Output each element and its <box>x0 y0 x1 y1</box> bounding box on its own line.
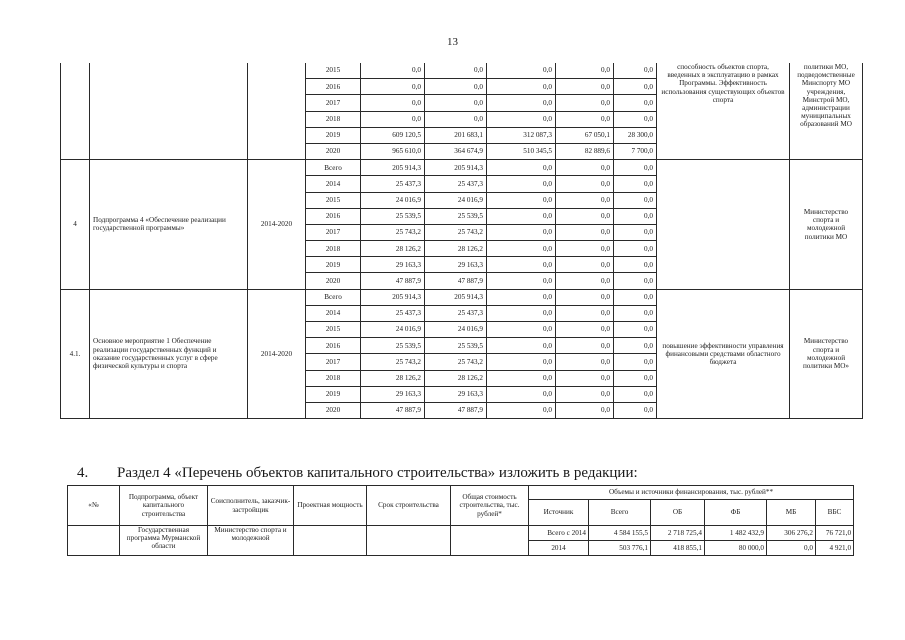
cell-year: 2019 <box>306 386 361 402</box>
cell-ob: 2 718 725,4 <box>651 526 705 541</box>
row-executor: политики МО, подведомственные Минспорту МО учреждения, Минстрой МО, администрации муниципальных образований МО <box>790 63 863 160</box>
page-number: 13 <box>447 36 458 48</box>
cell-total: 205 914,3 <box>361 289 425 305</box>
cell-mb: 0,0 <box>556 241 614 257</box>
header-total: Всего <box>589 500 651 526</box>
cell-total: 4 584 155,5 <box>589 526 651 541</box>
cell-total: 0,0 <box>361 79 425 95</box>
row-period: 2014-2020 <box>248 160 306 290</box>
cell-mb: 0,0 <box>556 208 614 224</box>
header-vbs: ВБС <box>816 500 854 526</box>
cell-fb: 0,0 <box>487 176 556 192</box>
cell-fb: 510 345,5 <box>487 143 556 159</box>
cell-source: 2014 <box>529 541 589 556</box>
cell-mb: 0,0 <box>556 192 614 208</box>
cell-year: 2019 <box>306 257 361 273</box>
cell-total: 24 016,9 <box>361 192 425 208</box>
cell-total: 29 163,3 <box>361 386 425 402</box>
cell-fb: 80 000,0 <box>705 541 767 556</box>
cell-mb: 0,0 <box>556 322 614 338</box>
cell-vbs: 0,0 <box>614 224 657 240</box>
row-executor: Министерство спорта и молодежной политики МО <box>790 160 863 290</box>
cell-ob: 24 016,9 <box>425 322 487 338</box>
cell-total: 0,0 <box>361 111 425 127</box>
cell-year: 2016 <box>306 79 361 95</box>
row-number: 4.1. <box>61 289 90 419</box>
section-title: Раздел 4 «Перечень объектов капитального строительства» изложить в редакции: <box>117 465 638 481</box>
cell-total: 47 887,9 <box>361 273 425 289</box>
cell-fb: 0,0 <box>487 111 556 127</box>
table-row <box>61 63 863 79</box>
cell-year: Всего <box>306 160 361 176</box>
cell-year: 2015 <box>306 63 361 79</box>
cell-ob: 25 437,3 <box>425 176 487 192</box>
cell-fb: 0,0 <box>487 241 556 257</box>
cell-ob: 28 126,2 <box>425 241 487 257</box>
cell-mb: 0,0 <box>767 541 816 556</box>
table-row <box>61 289 863 305</box>
cell-year: 2014 <box>306 176 361 192</box>
cell-ob: 29 163,3 <box>425 257 487 273</box>
cell-ob: 25 539,5 <box>425 338 487 354</box>
cell-vbs: 0,0 <box>614 386 657 402</box>
cell-mb: 0,0 <box>556 79 614 95</box>
cell-total: 24 016,9 <box>361 322 425 338</box>
cell-ob: 47 887,9 <box>425 273 487 289</box>
cell-year: 2020 <box>306 143 361 159</box>
cell-total: 0,0 <box>361 95 425 111</box>
cell-ob: 364 674,9 <box>425 143 487 159</box>
cell-vbs: 4 921,0 <box>816 541 854 556</box>
header-source: Источник <box>529 500 589 526</box>
row-period <box>367 526 451 556</box>
cell-total: 29 163,3 <box>361 257 425 273</box>
cell-ob: 0,0 <box>425 79 487 95</box>
cell-vbs: 0,0 <box>614 257 657 273</box>
cell-mb: 0,0 <box>556 176 614 192</box>
cell-total: 47 887,9 <box>361 402 425 418</box>
cell-mb: 0,0 <box>556 370 614 386</box>
cell-vbs: 0,0 <box>614 338 657 354</box>
cell-ob: 25 437,3 <box>425 305 487 321</box>
cell-vbs: 7 700,0 <box>614 143 657 159</box>
row-period <box>248 63 306 160</box>
cell-fb: 0,0 <box>487 305 556 321</box>
cell-vbs: 28 300,0 <box>614 127 657 143</box>
cell-fb: 0,0 <box>487 402 556 418</box>
header-capacity: Проектная мощность <box>294 486 367 526</box>
row-effect: повышение эффективности управления финансовыми средствами областного бюджета <box>657 289 790 419</box>
row-number: 4 <box>61 160 90 290</box>
cell-year: 2017 <box>306 95 361 111</box>
cell-mb: 0,0 <box>556 111 614 127</box>
cell-total: 25 437,3 <box>361 176 425 192</box>
cell-year: 2018 <box>306 111 361 127</box>
cell-ob: 0,0 <box>425 95 487 111</box>
cell-mb: 82 889,6 <box>556 143 614 159</box>
cell-vbs: 0,0 <box>614 370 657 386</box>
cell-vbs: 0,0 <box>614 354 657 370</box>
header-ob: ОБ <box>651 500 705 526</box>
header-fb: ФБ <box>705 500 767 526</box>
cell-ob: 205 914,3 <box>425 160 487 176</box>
cell-year: 2020 <box>306 273 361 289</box>
cell-fb: 0,0 <box>487 322 556 338</box>
cell-ob: 28 126,2 <box>425 370 487 386</box>
cell-mb: 0,0 <box>556 386 614 402</box>
cell-ob: 47 887,9 <box>425 402 487 418</box>
header-num: «№ <box>68 486 120 526</box>
row-num <box>68 526 120 556</box>
header-executor: Соисполнитель, заказчик-застройщик <box>208 486 294 526</box>
cell-year: 2017 <box>306 224 361 240</box>
cell-mb: 0,0 <box>556 305 614 321</box>
cell-fb: 0,0 <box>487 257 556 273</box>
row-name: Основное мероприятие 1 Обеспечение реализации государственных функций и оказание государственных услуг в сфере физической культуры и спорта <box>90 289 248 419</box>
cell-fb: 0,0 <box>487 79 556 95</box>
cell-total: 25 539,5 <box>361 338 425 354</box>
row-name: Подпрограмма 4 «Обеспечение реализации государственной программы» <box>90 160 248 290</box>
cell-vbs: 0,0 <box>614 208 657 224</box>
cell-fb: 0,0 <box>487 354 556 370</box>
cell-mb: 0,0 <box>556 95 614 111</box>
cell-mb: 0,0 <box>556 160 614 176</box>
cell-vbs: 0,0 <box>614 241 657 257</box>
header-funding: Объемы и источники финансирования, тыс. рублей** <box>529 486 854 500</box>
cell-total: 28 126,2 <box>361 241 425 257</box>
cell-year: 2018 <box>306 241 361 257</box>
cell-fb: 0,0 <box>487 208 556 224</box>
cell-mb: 0,0 <box>556 257 614 273</box>
cell-fb: 0,0 <box>487 192 556 208</box>
cell-total: 25 743,2 <box>361 354 425 370</box>
cell-ob: 24 016,9 <box>425 192 487 208</box>
section-heading <box>77 465 638 482</box>
cell-mb: 0,0 <box>556 63 614 79</box>
cell-fb: 0,0 <box>487 370 556 386</box>
row-cost <box>451 526 529 556</box>
cell-source: Всего с 2014 <box>529 526 589 541</box>
cell-vbs: 0,0 <box>614 192 657 208</box>
cell-vbs: 0,0 <box>614 176 657 192</box>
cell-ob: 29 163,3 <box>425 386 487 402</box>
header-cost: Общая стоимость строительства, тыс. рублей* <box>451 486 529 526</box>
funding-table <box>60 63 863 419</box>
row-capacity <box>294 526 367 556</box>
cell-ob: 205 914,3 <box>425 289 487 305</box>
cell-ob: 25 743,2 <box>425 354 487 370</box>
cell-ob: 25 743,2 <box>425 224 487 240</box>
cell-total: 503 776,1 <box>589 541 651 556</box>
cell-year: 2017 <box>306 354 361 370</box>
row-name: Государственная программа Мурманской области <box>120 526 208 556</box>
row-executor: Министерство спорта и молодежной <box>208 526 294 556</box>
cell-total: 25 437,3 <box>361 305 425 321</box>
cell-total: 0,0 <box>361 63 425 79</box>
cell-fb: 0,0 <box>487 95 556 111</box>
row-effect <box>657 160 790 290</box>
cell-ob: 0,0 <box>425 63 487 79</box>
cell-total: 28 126,2 <box>361 370 425 386</box>
cell-fb: 0,0 <box>487 273 556 289</box>
cell-fb: 0,0 <box>487 224 556 240</box>
cell-fb: 0,0 <box>487 63 556 79</box>
header-mb: МБ <box>767 500 816 526</box>
cell-year: 2016 <box>306 338 361 354</box>
cell-total: 205 914,3 <box>361 160 425 176</box>
construction-objects-table <box>67 485 854 556</box>
header-period: Срок строительства <box>367 486 451 526</box>
cell-year: 2014 <box>306 305 361 321</box>
cell-vbs: 0,0 <box>614 289 657 305</box>
cell-year: 2020 <box>306 402 361 418</box>
cell-ob: 0,0 <box>425 111 487 127</box>
row-effect: способность объектов спорта, введенных в эксплуатацию в рамках Программы. Эффективность использования существующих объектов спорта <box>657 63 790 160</box>
cell-vbs: 0,0 <box>614 79 657 95</box>
cell-ob: 201 683,1 <box>425 127 487 143</box>
cell-mb: 0,0 <box>556 338 614 354</box>
table-row <box>61 160 863 176</box>
cell-vbs: 76 721,0 <box>816 526 854 541</box>
cell-year: 2015 <box>306 192 361 208</box>
cell-fb: 1 482 432,9 <box>705 526 767 541</box>
cell-ob: 25 539,5 <box>425 208 487 224</box>
cell-ob: 418 855,1 <box>651 541 705 556</box>
cell-mb: 0,0 <box>556 289 614 305</box>
cell-fb: 0,0 <box>487 386 556 402</box>
cell-mb: 0,0 <box>556 273 614 289</box>
row-number <box>61 63 90 160</box>
cell-year: 2016 <box>306 208 361 224</box>
row-name <box>90 63 248 160</box>
cell-mb: 0,0 <box>556 224 614 240</box>
header-name: Подпрограмма, объект капитального строительства <box>120 486 208 526</box>
cell-mb: 67 050,1 <box>556 127 614 143</box>
cell-year: Всего <box>306 289 361 305</box>
cell-vbs: 0,0 <box>614 160 657 176</box>
cell-vbs: 0,0 <box>614 322 657 338</box>
cell-vbs: 0,0 <box>614 63 657 79</box>
cell-total: 965 610,0 <box>361 143 425 159</box>
cell-fb: 0,0 <box>487 338 556 354</box>
row-executor: Министерство спорта и молодежной политики МО» <box>790 289 863 419</box>
cell-total: 609 120,5 <box>361 127 425 143</box>
cell-vbs: 0,0 <box>614 273 657 289</box>
cell-fb: 0,0 <box>487 289 556 305</box>
cell-fb: 0,0 <box>487 160 556 176</box>
cell-vbs: 0,0 <box>614 95 657 111</box>
section-number: 4. <box>77 465 89 481</box>
cell-vbs: 0,0 <box>614 305 657 321</box>
cell-fb: 312 087,3 <box>487 127 556 143</box>
cell-year: 2018 <box>306 370 361 386</box>
cell-mb: 306 276,2 <box>767 526 816 541</box>
cell-year: 2019 <box>306 127 361 143</box>
cell-mb: 0,0 <box>556 402 614 418</box>
cell-mb: 0,0 <box>556 354 614 370</box>
row-period: 2014-2020 <box>248 289 306 419</box>
cell-total: 25 539,5 <box>361 208 425 224</box>
cell-vbs: 0,0 <box>614 402 657 418</box>
cell-year: 2015 <box>306 322 361 338</box>
cell-total: 25 743,2 <box>361 224 425 240</box>
cell-vbs: 0,0 <box>614 111 657 127</box>
